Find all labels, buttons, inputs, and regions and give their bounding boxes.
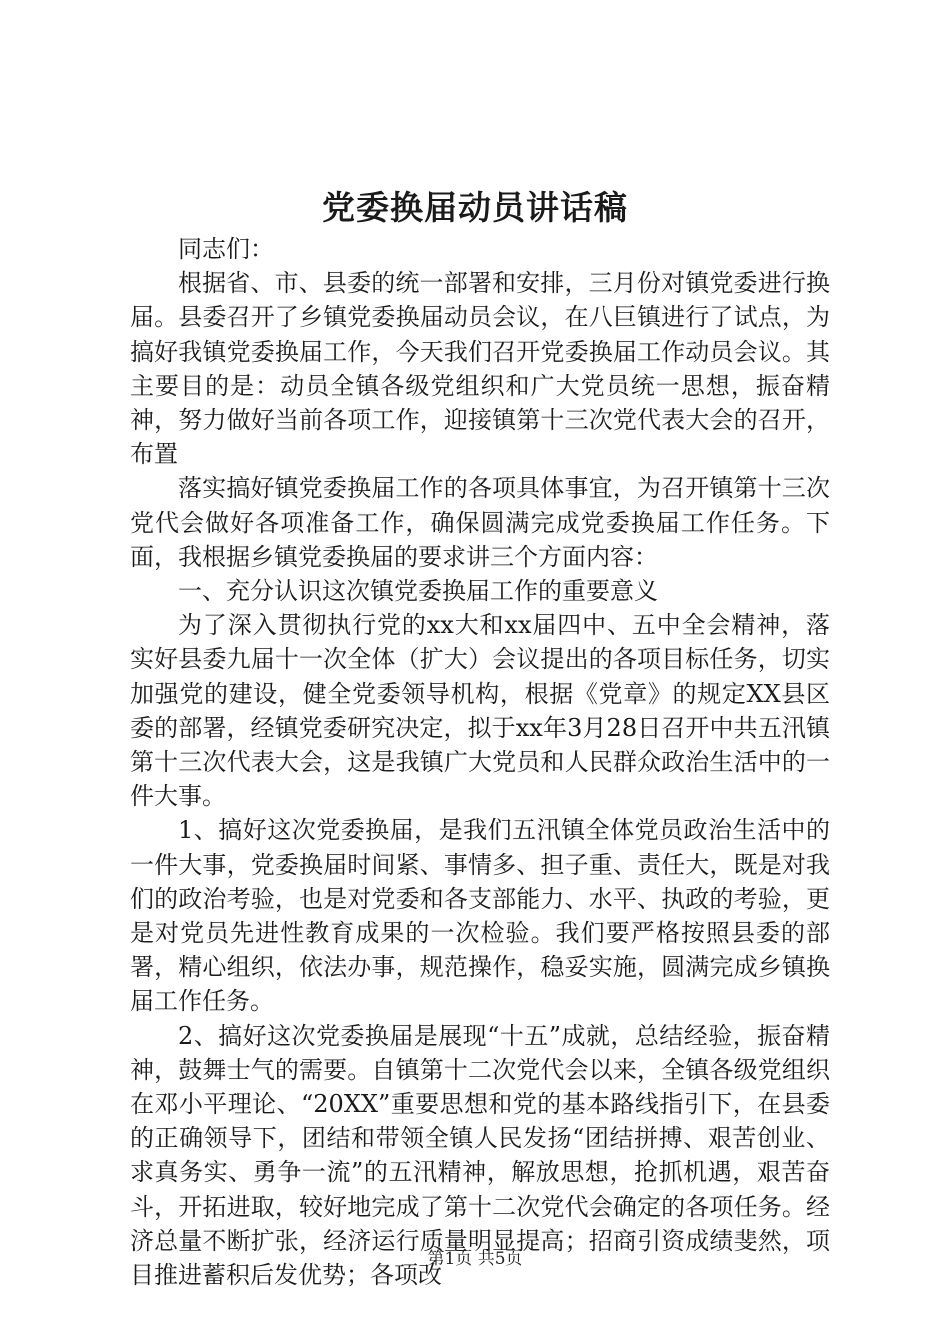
salutation-paragraph: 同志们： <box>178 235 274 263</box>
body-paragraph: 为了深入贯彻执行党的xx大和xx届四中、五中全会精神，落实好县委九届十一次全体（扩大）会议提出的各项目标任务，切实加强党的建设，健全党委领导机构，根据《党章》的规定XX县区委的部署，经镇党委研究决定，拟于xx年3月28日召开中共五汛镇第十三次代表大会，这是我镇广大党员和人民群众政治生活中的一件大事。 <box>130 611 830 811</box>
body-paragraph: 2、搞好这次党委换届是展现“十五”成就，总结经验，振奋精神，鼓舞士气的需要。自镇第十二次党代会以来，全镇各级党组织在邓小平理论、“20XX”重要思想和党的基本路线指引下，在县委的正确领导下，团结和带领全镇人民发扬“团结拼搏、艰苦创业、求真务实、勇争一流”的五汛精神，解放思想，抢抓机遇，艰苦奋斗，开拓进取，较好地完成了第十二次党代会确定的各项任务。经济总量不断扩张，经济运行质量明显提高；招商引资成绩斐然，项目推进蓄积后发优势；各项改 <box>130 1021 830 1290</box>
section-heading: 一、充分认识这次镇党委换届工作的重要意义 <box>178 577 658 606</box>
body-paragraph: 1、搞好这次党委换届，是我们五汛镇全体党员政治生活中的一件大事，党委换届时间紧、事情多、担子重、责任大，既是对我们的政治考验，也是对党委和各支部能力、水平、执政的考验，更是对党员先进性教育成果的一次检验。我们要严格按照县委的部署，精心组织，依法办事，规范操作，稳妥实施，圆满完成乡镇换届工作任务。 <box>130 816 830 1016</box>
document-body <box>130 232 830 1292</box>
page-footer: 第1页 共5页 <box>427 1249 523 1269</box>
body-paragraph: 根据省、市、县委的统一部署和安排，三月份对镇党委进行换届。县委召开了乡镇党委换届动员会议，在八巨镇进行了试点，为搞好我镇党委换届工作，今天我们召开党委换届工作动员会议。其主要目的是：动员全镇各级党组织和广大党员统一思想，振奋精神，努力做好当前各项工作，迎接镇第十三次党代表大会的召开，布置 <box>130 269 830 469</box>
body-paragraph: 落实搞好镇党委换届工作的各项具体事宜，为召开镇第十三次党代会做好各项准备工作，确保圆满完成党委换届工作任务。下面，我根据乡镇党委换届的要求讲三个方面内容： <box>130 474 830 571</box>
document-title: 党委换届动员讲话稿 <box>322 188 628 227</box>
